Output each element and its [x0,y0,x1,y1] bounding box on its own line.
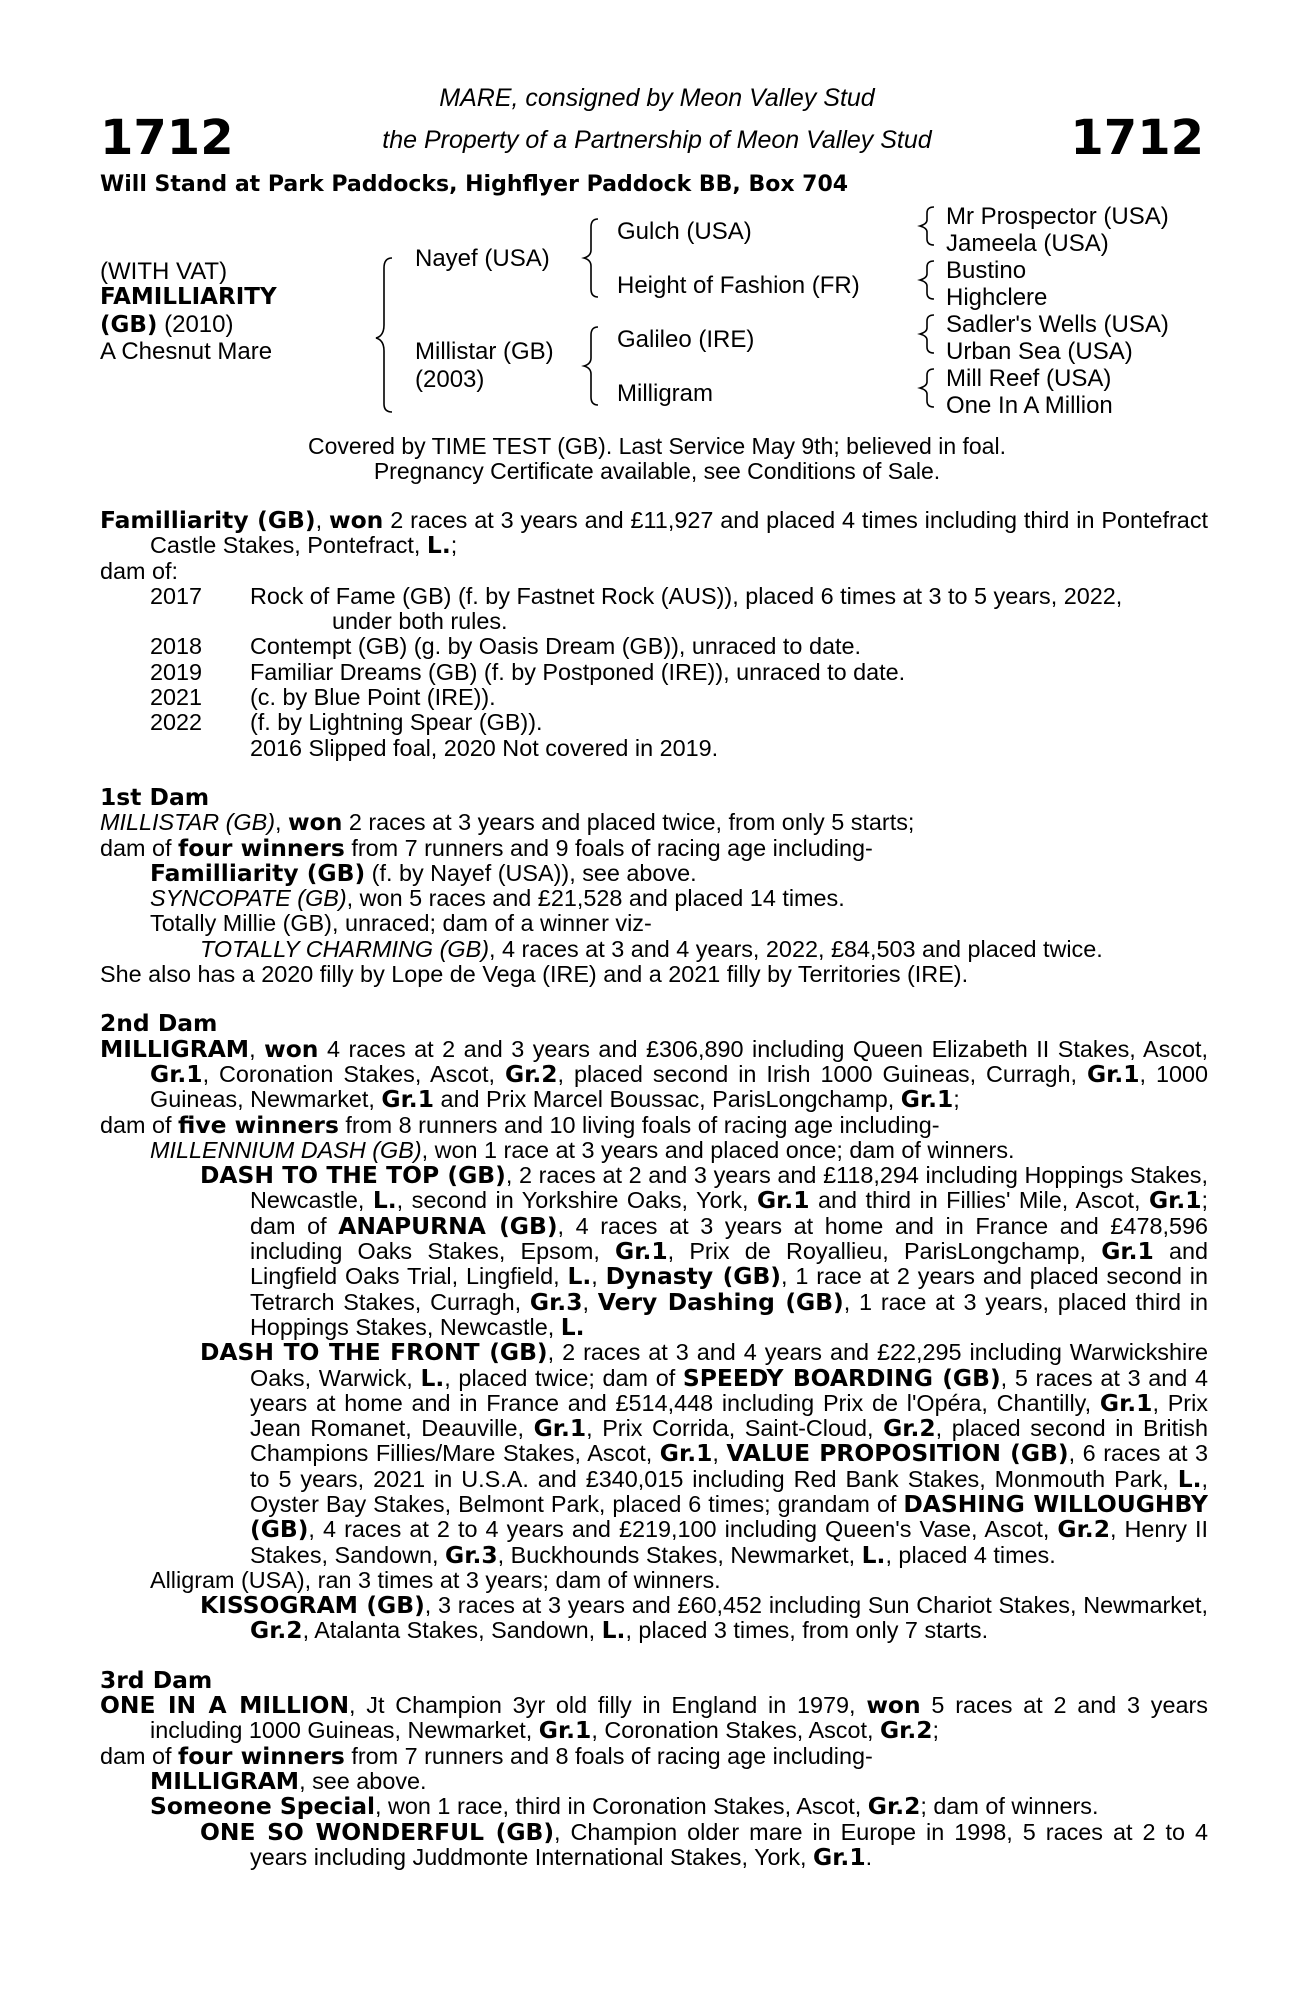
produce-text: 2016 Slipped foal, 2020 Not covered in 2019. [250,734,719,761]
produce-row-cont [100,609,1208,634]
produce-text: Rock of Fame (GB) (f. by Fastnet Rock (AUS)), placed 6 times at 3 to 5 years, 2022, [250,582,1123,609]
third-dam-foal: MILLIGRAM, see above. [150,1766,427,1795]
catalogue-body [100,508,1208,1870]
first-dam-foal: Familliarity (GB) (f. by Nayef (USA)), see above. [150,858,697,887]
third-dam-grandfoal: ONE SO WONDERFUL (GB), Champion older mare in Europe in 1998, 5 races at 2 to 4 years including Juddmonte International Stakes, York, Gr.1. [200,1817,1208,1871]
first-dam-record: MILLISTAR (GB), won 2 races at 3 years and placed twice, from only 5 starts; [100,808,915,837]
pedigree-gen3-1: Mr Prospector (USA) [946,203,1169,230]
dam-of-label: dam of: [100,557,179,584]
pedigree-sire-dam: Height of Fashion (FR) [617,272,860,299]
horse-year: (2010) [164,311,234,338]
first-dam-foal: SYNCOPATE (GB), won 5 races and £21,528 and placed 14 times. [150,885,845,912]
second-dam-grandfoal: DASH TO THE FRONT (GB), 2 races at 3 and 4 years and £22,295 including Warwickshire Oaks, Warwick, L., placed twice; dam of SPEEDY BOARDING (GB), 5 races at 3 and 4 years at home and in France and £514,448 including Prix de l'Opéra, Chantilly, Gr.1, Prix Jean Romanet, Deauville, Gr.1, Prix Corrida, Saint-Cloud, Gr.2, placed second in British Champions Fillies/Mare Stakes, Ascot, Gr.1, VALUE PROPOSITION (GB), 6 races at 3 to 5 years, 2021 in U.S.A. and £340,015 including Red Bank Stakes, Monmouth Park, L., Oyster Bay Stakes, Belmont Park, placed 6 times; grandam of DASHING WILLOUGHBY (GB), 4 races at 2 to 4 years and £219,100 including Queen's Vase, Ascot, Gr.2, Henry II Stakes, Sandown, Gr.3, Buckhounds Stakes, Newmarket, L., placed 4 times. [200,1338,1209,1569]
second-dam-heading: 2nd Dam [100,1009,218,1038]
third-dam-heading: 3rd Dam [100,1665,213,1694]
pedigree-sire-sire: Gulch (USA) [617,218,752,245]
produce-year: 2022 [150,709,203,736]
pedigree-sire: Nayef (USA) [415,245,550,272]
produce-row [100,710,1208,735]
first-dam-foal: Totally Millie (GB), unraced; dam of a winner viz- [150,910,652,937]
produce-row [100,660,1208,685]
pedigree-gen3-8: One In A Million [946,392,1113,419]
first-dam-heading: 1st Dam [100,782,210,811]
stand-location: Will Stand at Park Paddocks, Highflyer Paddock BB, Box 704 [100,172,849,197]
pedigree-gen3-5: Sadler's Wells (USA) [946,311,1169,338]
horse-name: FAMILLIARITY [100,284,277,310]
lot-number-right: 1712 [1070,110,1204,166]
pedigree-gen3-3: Bustino [946,257,1027,284]
pedigree-gen3-7: Mill Reef (USA) [946,365,1112,392]
pedigree-dam: Millistar (GB) [415,338,554,365]
produce-text: (c. by Blue Point (IRE)). [250,684,496,711]
horse-origin: (GB) [100,312,158,338]
consignment-line: MARE, consigned by Meon Valley Stud [439,84,875,112]
produce-year: 2021 [150,684,203,711]
produce-text: (f. by Lightning Spear (GB)). [250,709,543,736]
first-dam-grandfoal: TOTALLY CHARMING (GB), 4 races at 3 and 4 years, 2022, £84,503 and placed twice. [200,935,1103,962]
second-dam-grandfoal: KISSOGRAM (GB), 3 races at 3 years and £60,452 including Sun Chariot Stakes, Newmarket, Gr.2, Atalanta Stakes, Sandown, L., placed 3 times, from only 7 starts. [200,1591,1208,1645]
vat-label: (WITH VAT) [100,258,228,285]
second-dam-foal: Alligram (USA), ran 3 times at 3 years; dam of winners. [150,1566,721,1593]
pregnancy-line: Pregnancy Certificate available, see Conditions of Sale. [373,458,941,484]
produce-text: Familiar Dreams (GB) (f. by Postponed (IRE)), unraced to date. [250,658,906,685]
produce-year: 2018 [150,633,203,660]
pedigree-gen3-6: Urban Sea (USA) [946,338,1133,365]
third-dam-record: ONE IN A MILLION, Jt Champion 3yr old filly in England in 1979, won 5 races at 2 and 3 years including 1000 Guineas, Newmarket, Gr.1, Coronation Stakes, Ascot, Gr.2; [100,1691,1208,1745]
covered-line: Covered by TIME TEST (GB). Last Service May 9th; believed in foal. [308,433,1006,459]
produce-row [100,584,1208,609]
first-dam-note: She also has a 2020 filly by Lope de Vega (IRE) and a 2021 filly by Territories (IRE). [100,961,969,988]
mare-record: Familliarity (GB), won 2 races at 3 years and £11,927 and placed 4 times including third in Pontefract Castle Stakes, Pontefract, L.; [100,506,1209,560]
pedigree-dam-sire: Galileo (IRE) [617,326,755,353]
produce-year: 2017 [150,582,203,609]
produce-year: 2019 [150,658,203,685]
pedigree-gen3-2: Jameela (USA) [946,230,1109,257]
second-dam-produce-summary: dam of five winners from 8 runners and 10 living foals of racing age including- [100,1110,940,1139]
produce-text-cont: under both rules. [332,608,508,635]
pedigree-dam-dam: Milligram [617,380,713,407]
produce-row [100,634,1208,659]
produce-row [100,685,1208,710]
pedigree-dam-year: (2003) [415,366,485,393]
pedigree-gen3-4: Highclere [946,284,1048,311]
lot-number-left: 1712 [100,110,234,166]
produce-text: Contempt (GB) (g. by Oasis Dream (GB)), unraced to date. [250,633,861,660]
second-dam-foal: MILLENNIUM DASH (GB), won 1 race at 3 years and placed once; dam of winners. [150,1136,1015,1163]
property-line: the Property of a Partnership of Meon Valley Stud [382,126,932,154]
horse-description: A Chesnut Mare [100,338,273,365]
second-dam-record: MILLIGRAM, won 4 races at 2 and 3 years and £306,890 including Queen Elizabeth II Stakes, Ascot, Gr.1, Coronation Stakes, Ascot, Gr.2, placed second in Irish 1000 Guineas, Curragh, Gr.1, 1000 Guineas, Newmarket, Gr.1 and Prix Marcel Boussac, ParisLongchamp, Gr.1; [100,1034,1209,1114]
third-dam-foal: Someone Special, won 1 race, third in Coronation Stakes, Ascot, Gr.2; dam of winners. [150,1792,1099,1821]
third-dam-produce-summary: dam of four winners from 7 runners and 8 foals of racing age including- [100,1741,873,1770]
second-dam-grandfoal: DASH TO THE TOP (GB), 2 races at 2 and 3 years and £118,294 including Hoppings Stakes, Newcastle, L., second in Yorkshire Oaks, York, Gr.1 and third in Fillies' Mile, Ascot, Gr.1; dam of ANAPURNA (GB), 4 races at 3 years at home and in France and £478,596 including Oaks Stakes, Epsom, Gr.1, Prix de Royallieu, ParisLongchamp, Gr.1 and Lingfield Oaks Trial, Lingfield, L., Dynasty (GB), 1 race at 2 years and placed second in Tetrarch Stakes, Curragh, Gr.3, Very Dashing (GB), 1 race at 3 years, placed third in Hoppings Stakes, Newcastle, L. [200,1161,1208,1341]
first-dam-produce-summary: dam of four winners from 7 runners and 9 foals of racing age including- [100,833,873,862]
produce-row [100,736,1208,761]
